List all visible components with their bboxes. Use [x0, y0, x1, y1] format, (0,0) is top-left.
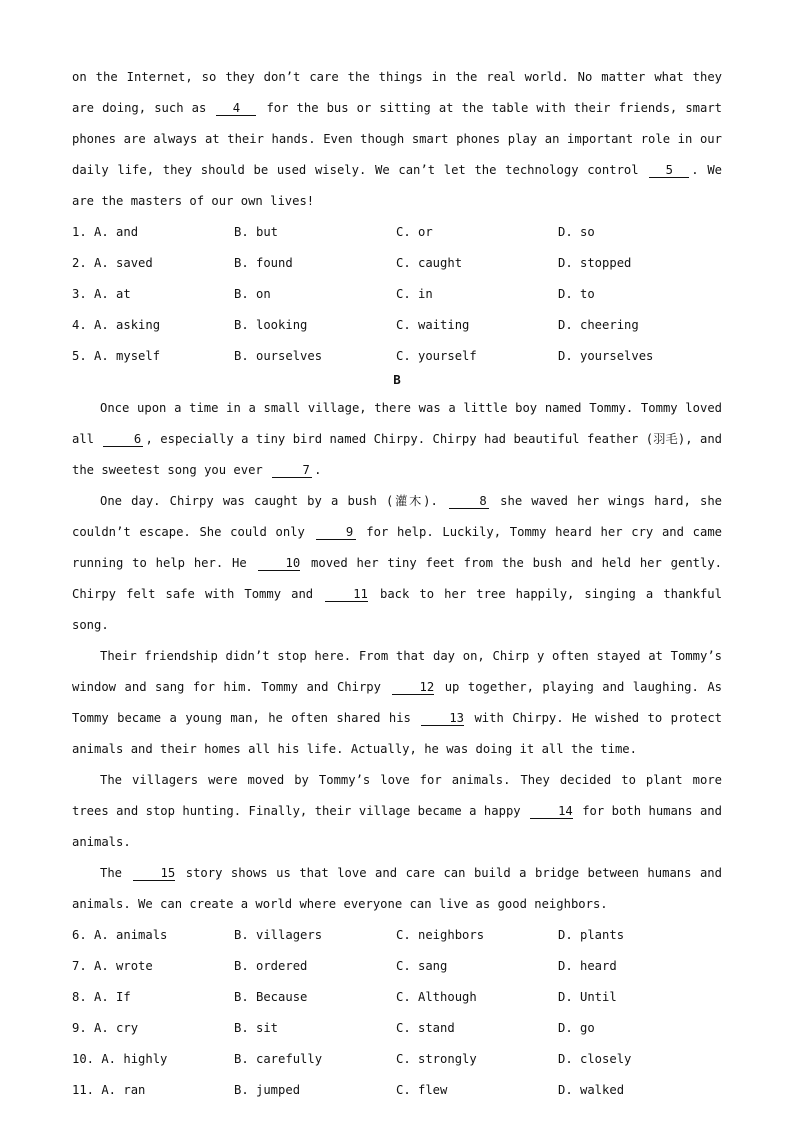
option-d: D. plants: [558, 928, 625, 942]
passage-b-paragraph-4: [72, 765, 722, 858]
option-b: B. looking: [234, 318, 308, 332]
options-a: [72, 217, 722, 372]
blank-4: 4: [216, 101, 256, 116]
option-row: [72, 248, 722, 279]
blank-11: 11: [325, 587, 368, 602]
option-b: B. ordered: [234, 959, 308, 973]
blank-5: 5: [649, 163, 689, 178]
blank-7: 7: [272, 463, 312, 478]
p2-text-e: back to her tree happily, singing a thankful song.: [72, 587, 722, 632]
option-row: [72, 951, 722, 982]
option-b: B. but: [234, 225, 279, 239]
passage-a-line3: at their hands. Even though smart phones play an important role in our daily life, they should: [72, 132, 722, 177]
option-d: D. so: [558, 225, 595, 239]
option-a: 1. A. and: [72, 225, 139, 239]
blank-14: 14: [530, 804, 573, 819]
blank-6: 6: [103, 432, 143, 447]
passage-a-line4-post: . We are the masters of our own lives!: [72, 163, 723, 208]
blank-12: 12: [392, 680, 435, 695]
option-b: B. ourselves: [234, 349, 323, 363]
option-row: [72, 217, 722, 248]
option-d: D. Until: [558, 990, 617, 1004]
passage-a-line2-post: for the bus or sitting at the table with their friends, smart phones are always: [72, 101, 723, 146]
p1-text-a: Once upon a time in a small village, there was a little boy named Tommy. Tommy loved all: [72, 401, 722, 446]
option-d: D. go: [558, 1021, 595, 1035]
option-row: [72, 1075, 722, 1106]
p5-text-a: The: [100, 866, 123, 880]
option-c: C. Although: [396, 990, 477, 1004]
option-row: [72, 1013, 722, 1044]
option-a: 4. A. asking: [72, 318, 161, 332]
p2-text-d: moved her tiny feet from the bush and held her gently. Chirpy felt safe with Tommy and: [72, 556, 723, 601]
option-b: B. on: [234, 287, 271, 301]
option-a: 7. A. wrote: [72, 959, 153, 973]
section-b-title: B: [393, 372, 401, 387]
option-a: 6. A. animals: [72, 928, 168, 942]
option-b: B. jumped: [234, 1083, 301, 1097]
option-c: C. caught: [396, 256, 463, 270]
option-row: [72, 279, 722, 310]
blank-9: 9: [316, 525, 356, 540]
option-a: 11. A. ran: [72, 1083, 146, 1097]
option-c: C. or: [396, 225, 433, 239]
options-b: [72, 920, 722, 1106]
option-b: B. sit: [234, 1021, 279, 1035]
p4-text-b: for both humans and animals.: [72, 804, 722, 849]
p3-text-a: Their friendship didn’t stop here. From that day on, Chirp y often stayed at Tommy’s window and sang for him. Tommy and Chirpy: [72, 649, 722, 694]
option-c: C. flew: [396, 1083, 448, 1097]
option-c: C. stand: [396, 1021, 455, 1035]
option-d: D. yourselves: [558, 349, 654, 363]
option-b: B. carefully: [234, 1052, 323, 1066]
p1-text-c: .: [314, 463, 322, 477]
option-a: 2. A. saved: [72, 256, 153, 270]
option-a: 8. A. If: [72, 990, 131, 1004]
option-c: C. strongly: [396, 1052, 477, 1066]
option-c: C. neighbors: [396, 928, 485, 942]
option-a: 9. A. cry: [72, 1021, 139, 1035]
option-row: [72, 310, 722, 341]
blank-15: 15: [133, 866, 176, 881]
passage-a-line4-pre: be used wisely. We can’t let the technology control: [253, 163, 639, 177]
option-d: D. stopped: [558, 256, 632, 270]
option-c: C. in: [396, 287, 433, 301]
option-d: D. walked: [558, 1083, 625, 1097]
option-row: [72, 1044, 722, 1075]
passage-a-line2-pre: such as: [154, 101, 207, 115]
option-c: C. yourself: [396, 349, 477, 363]
option-d: D. heard: [558, 959, 617, 973]
p2-text-a: One day. Chirpy was caught by a bush (灌木).: [100, 494, 438, 508]
option-row: [72, 920, 722, 951]
blank-13: 13: [421, 711, 464, 726]
option-d: D. closely: [558, 1052, 632, 1066]
p1-text-b: , especially a tiny bird named Chirpy. Chirpy had beautiful feather (羽毛), and the sweetest song you ever: [72, 432, 723, 477]
option-b: B. villagers: [234, 928, 323, 942]
option-d: D. cheering: [558, 318, 639, 332]
p3-text-c: with Chirpy. He wished to protect animals and their homes all his life. Actually, he was doing it all the time.: [72, 711, 723, 756]
option-b: B. Because: [234, 990, 308, 1004]
passage-a-line1: on the Internet, so they don’t care the things in the real world. No matter what they are doing,: [72, 70, 722, 115]
p3-text-b: up together, playing and laughing. As Tommy became a young man, he often shared his: [72, 680, 723, 725]
option-b: B. found: [234, 256, 293, 270]
option-a: 5. A. myself: [72, 349, 161, 363]
option-c: C. waiting: [396, 318, 470, 332]
blank-8: 8: [449, 494, 489, 509]
blank-10: 10: [258, 556, 301, 571]
passage-b-paragraph-5: [72, 858, 722, 920]
option-a: 10. A. highly: [72, 1052, 168, 1066]
passage-b-paragraph-3: [72, 641, 722, 765]
p2-text-b: she waved her wings hard, she couldn’t escape. She could only: [72, 494, 722, 539]
option-d: D. to: [558, 287, 595, 301]
p4-text-a: The villagers were moved by Tommy’s love for animals. They decided to plant more trees and stop hunting. Finally, their village became a happy: [72, 773, 722, 818]
passage-b-paragraph-1: [72, 393, 722, 486]
p5-text-b: story shows us that love and care can build a bridge between humans and animals. We can create a world where everyone can live as good neighbors.: [72, 866, 722, 911]
worksheet-page: [72, 62, 722, 1106]
option-a: 3. A. at: [72, 287, 131, 301]
p2-text-c: for help. Luckily, Tommy heard her cry and came running to help her. He: [72, 525, 722, 570]
option-c: C. sang: [396, 959, 448, 973]
passage-a: [72, 62, 722, 217]
option-row: [72, 982, 722, 1013]
passage-b-paragraph-2: [72, 486, 722, 641]
